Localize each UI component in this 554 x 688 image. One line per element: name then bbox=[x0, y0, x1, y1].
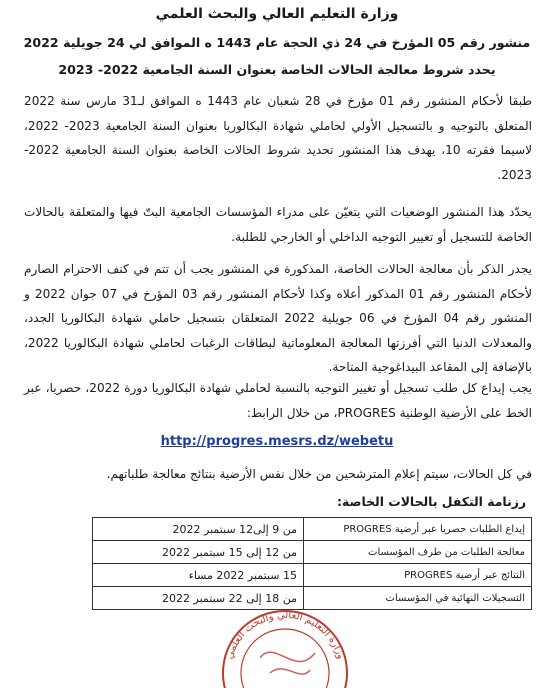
paragraph-scope: يحدّد هذا المنشور الوضعيات التي يتعيّن على مدراء المؤسسات الجامعية البتّ فيها والمتعلقة بالحالات الخاصة للتسجيل أو تغيير التوجيه الداخلي أو الخارجي للطلبة. bbox=[24, 205, 532, 244]
progres-link[interactable]: http://progres.mesrs.dz/webetu bbox=[160, 434, 394, 449]
stamp-inner-ring bbox=[241, 629, 329, 688]
schedule-date: من 18 إلى 22 سبتمبر 2022 bbox=[93, 587, 304, 610]
ministry-heading: وزارة التعليم العالي والبحث العلمي bbox=[155, 6, 399, 22]
circular-title: منشور رقم 05 المؤرخ في 24 ذي الحجة عام 1443 ه الموافق لي 24 جويلية 2022 bbox=[23, 35, 531, 50]
schedule-task: إيداع الطلبات حصريا عبر أرضية PROGRES bbox=[304, 518, 532, 541]
schedule-task: معالجة الطلبات من طرف المؤسسات bbox=[304, 541, 532, 564]
circular-subject: يحدد شروط معالجة الحالات الخاصة بعنوان السنة الجامعية 2022- 2023 bbox=[58, 62, 496, 77]
paragraph-reference: طبقا لأحكام المنشور رقم 01 مؤرخ في 28 شعبان عام 1443 ه الموافق لـ31 مارس سنة 2022 المتعلق بالتوجيه و بالتسجيل الأولي لحاملي شهادة البكالوريا بعنوان السنة الجامعية 2023- 2022، لاسيما فقرته 10، يهدف هذا المنشور تحديد شروط الحالات الخاصة بعنوان السنة الجامعية 2022- 2023. bbox=[24, 94, 533, 182]
schedule-title: رزنامة التكفل بالحالات الخاصة: bbox=[337, 494, 526, 509]
table-row bbox=[93, 541, 532, 564]
schedule-task: النتائج عبر أرضية PROGRES bbox=[304, 564, 532, 587]
table-row bbox=[93, 518, 532, 541]
paragraph-conditions: يجدر الذكر بأن معالجة الحالات الخاصة، المذكورة في المنشور يجب أن تتم في كنف الاحترام الصارم لأحكام المنشور رقم 01 المذكور أعلاه وكذا لأحكام المنشور رقم 03 المؤرخ في 07 جوان 2022 و المنشور رقم 04 المؤرخ في 06 جويلية 2022 المتعلقان بتسجيل حاملي شهادة البكالوريا الجدد، والمعدلات الدنيا التي أفرزتها المعالجة المعلوماتية لبطاقات الرغبات لحاملي شهادة البكالوريا 2022، بالإضافة إلى المقاعد البيداغوجية المتاحة. bbox=[24, 262, 533, 374]
paragraph-notification: في كل الحالات، سيتم إعلام المترشحين من خلال نفس الأرضية بنتائج معالجة طلباتهم. bbox=[106, 467, 532, 481]
schedule-date: 15 سبتمبر 2022 مساء bbox=[93, 564, 304, 587]
schedule-date: من 12 إلى 15 سبتمبر 2022 bbox=[93, 541, 304, 564]
official-stamp-icon bbox=[200, 578, 370, 688]
paragraph-submission: يجب إيداع كل طلب تسجيل أو تغيير التوجيه بالنسبة لحاملي شهادة البكالوريا دورة 2022، حصريا، عبر الخط على الأرضية الوطنية PROGRES، من خلال الرابط: bbox=[24, 381, 532, 420]
schedule-task: التسجيلات النهائية في المؤسسات bbox=[304, 587, 532, 610]
stamp-text: وزارة التعليم العالي والبحث العلمي bbox=[223, 609, 347, 661]
schedule-date: من 9 إلى12 سبتمبر 2022 bbox=[93, 518, 304, 541]
stamp-signature bbox=[260, 652, 315, 674]
